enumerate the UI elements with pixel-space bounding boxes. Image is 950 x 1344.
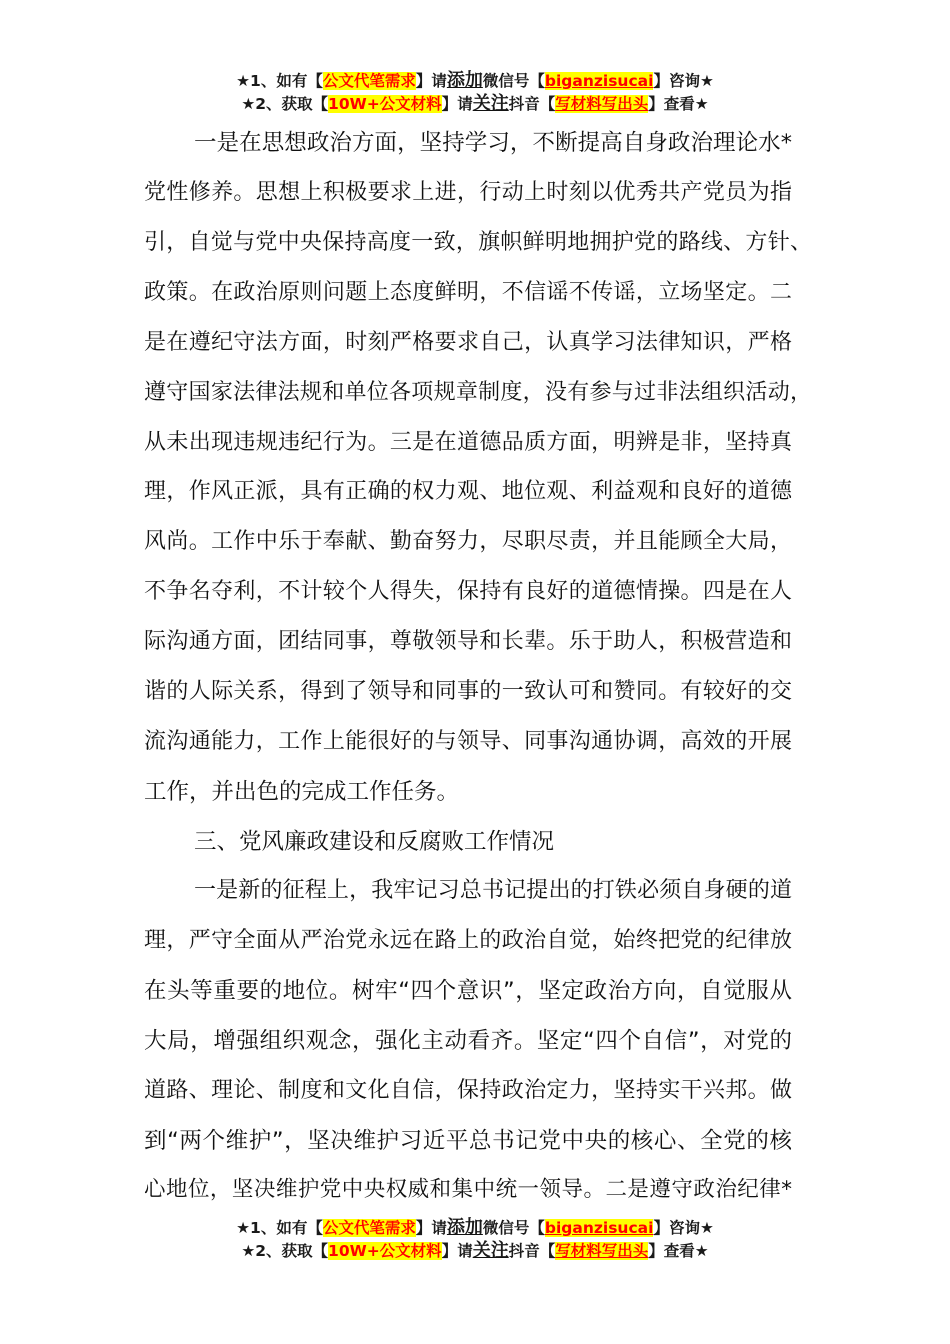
body-line: 引，自觉与党中央保持高度一致，旗帜鲜明地拥护党的路线、方针、: [144, 230, 812, 255]
body-line: 一是在思想政治方面，坚持学习，不断提高自身政治理论水*: [194, 130, 792, 156]
promo-line-2-prefix: ★2、获取【: [241, 1242, 329, 1260]
promo-highlight-materials: 10W+公文材料: [328, 1242, 442, 1260]
promo-line-2-suffix: 】查看★: [648, 95, 709, 113]
promo-line-1-suffix: 】咨询★: [653, 1219, 714, 1237]
body-line: 理，严守全面从严治党永远在路上的政治自觉，始终把党的纪律放: [144, 928, 792, 953]
section-heading: 三、党风廉政建设和反腐败工作情况: [194, 829, 555, 855]
promo-line-2-suffix: 】查看★: [648, 1242, 709, 1260]
promo-line-2-mid2: 抖音【: [508, 95, 556, 113]
body-line: 一是新的征程上，我牢记习总书记提出的打铁必须自身硬的道: [194, 878, 792, 903]
body-line: 理，作风正派，具有正确的权力观、地位观、利益观和良好的道德: [144, 479, 792, 504]
promo-line-1: [0, 1216, 950, 1239]
promo-line-1-suffix: 】咨询★: [653, 72, 714, 90]
promo-highlight-service: 公文代笔需求: [322, 72, 416, 90]
promo-line-1-mid: 】请: [415, 72, 447, 90]
body-line: 工作，并出色的完成工作任务。: [144, 779, 460, 805]
promo-line-2: [0, 1239, 950, 1262]
promo-emphasis-follow: 关注: [472, 1240, 509, 1261]
body-line: 到“两个维护”，坚决维护习近平总书记党中央的核心、全党的核: [144, 1128, 792, 1154]
promo-emphasis-follow: 关注: [472, 93, 509, 114]
promo-line-2-mid2: 抖音【: [508, 1242, 556, 1260]
promo-highlight-materials: 10W+公文材料: [328, 95, 442, 113]
promo-emphasis-add: 添加: [446, 70, 483, 91]
promo-line-1-mid2: 微信号【: [482, 1219, 545, 1237]
promo-line-1-mid: 】请: [415, 1219, 447, 1237]
body-line: 是在遵纪守法方面，时刻严格要求自己，认真学习法律知识，严格: [144, 330, 792, 355]
body-line: 风尚。工作中乐于奉献、勤奋努力，尽职尽责，并且能顾全大局，: [144, 529, 792, 554]
promo-wechat-id: biganzisucai: [544, 1219, 654, 1237]
promo-line-2-mid: 】请: [441, 1242, 473, 1260]
promo-highlight-service: 公文代笔需求: [322, 1219, 416, 1237]
body-line: 谐的人际关系，得到了领导和同事的一致认可和赞同。有较好的交: [144, 679, 792, 704]
body-line: 际沟通方面，团结同事，尊敬领导和长辈。乐于助人，积极营造和: [144, 629, 792, 654]
body-line: 党性修养。思想上积极要求上进，行动上时刻以优秀共产党员为指: [144, 180, 792, 205]
promo-wechat-id: biganzisucai: [544, 72, 654, 90]
promo-line-2-prefix: ★2、获取【: [241, 95, 329, 113]
body-line: 在头等重要的地位。树牢“四个意识”，坚定政治方向，自觉服从: [144, 978, 792, 1004]
body-line: 不争名夺利，不计较个人得失，保持有良好的道德情操。四是在人: [144, 579, 792, 604]
promo-line-1-mid2: 微信号【: [482, 72, 545, 90]
body-line: 遵守国家法律法规和单位各项规章制度，没有参与过非法组织活动，: [144, 380, 812, 405]
body-line: 心地位，坚决维护党中央权威和集中统一领导。二是遵守政治纪律*: [144, 1177, 792, 1202]
promo-line-1-prefix: ★1、如有【: [236, 1219, 323, 1237]
body-line: 流沟通能力，工作上能很好的与领导、同事沟通协调，高效的开展: [144, 729, 792, 754]
promo-douyin-account: 写材料写出头: [555, 95, 649, 113]
promo-line-2-mid: 】请: [441, 95, 473, 113]
promo-banner-bottom: [0, 1216, 950, 1262]
body-line: 政策。在政治原则问题上态度鲜明，不信谣不传谣，立场坚定。二: [144, 280, 792, 305]
body-line: 大局，增强组织观念，强化主动看齐。坚定“四个自信”，对党的: [144, 1028, 792, 1054]
body-line: 道路、理论、制度和文化自信，保持政治定力，坚持实干兴邦。做: [144, 1078, 792, 1103]
promo-emphasis-add: 添加: [446, 1217, 483, 1238]
promo-douyin-account: 写材料写出头: [555, 1242, 649, 1260]
promo-line-1-prefix: ★1、如有【: [236, 72, 323, 90]
body-line: 从未出现违规违纪行为。三是在道德品质方面，明辨是非，坚持真: [144, 430, 792, 455]
